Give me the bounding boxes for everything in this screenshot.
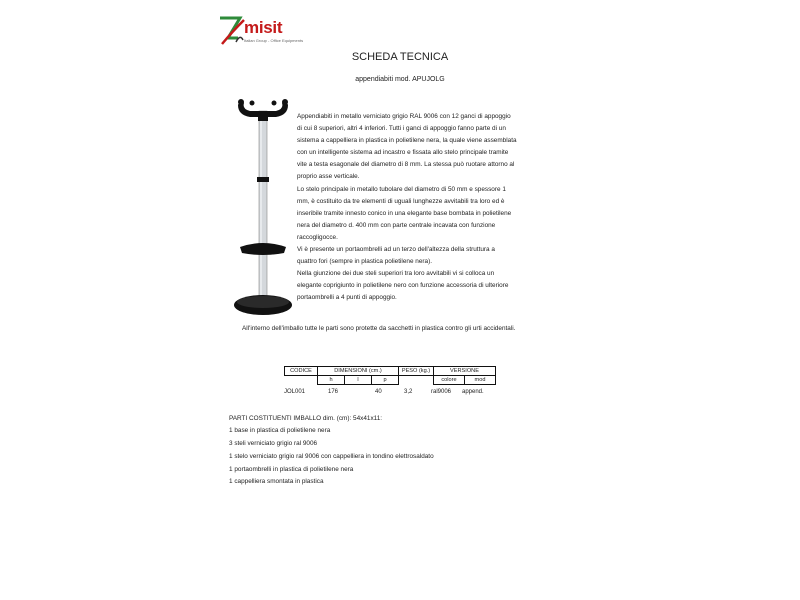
subheader-h: h: [318, 376, 345, 385]
cell-mod: append.: [462, 389, 484, 395]
description-line: inseribile tramite innesto conico in una elegante base bombata in polietilene: [297, 209, 512, 217]
part-item: 1 portaombrelli in plastica di polietilene nera: [229, 466, 354, 473]
part-item: 1 stelo verniciato grigio ral 9006 con cappelliera in tondino elettrosaldato: [229, 453, 434, 460]
description-line: quattro fori (sempre in plastica polietilene nera).: [297, 258, 432, 266]
header-codice: CODICE: [285, 367, 318, 376]
description-line: proprio asse verticale.: [297, 173, 360, 181]
subheader-mod: mod: [465, 376, 496, 385]
logo-tagline: Italian Group - Office Equipments: [244, 38, 304, 43]
description-line: portaombrelli a 4 punti di appoggio.: [297, 294, 397, 302]
header-versione: VERSIONE: [434, 367, 496, 376]
header-dimensioni: DIMENSIONI (cm.): [318, 367, 399, 376]
document-subtitle: appendiabiti mod. APUJOLG: [355, 76, 445, 83]
cell-codice: JOL001: [284, 389, 306, 395]
description-line: Appendiabiti in metallo verniciato grigio RAL 9006 con 12 ganci di appoggio: [297, 113, 511, 120]
description-line: nera del diametro d. 400 mm con parte centrale incavata con funzione: [297, 221, 496, 229]
cell-peso: 3,2: [404, 389, 413, 395]
part-item: 1 base in plastica di polietilene nera: [229, 427, 331, 434]
logo-brand-text: misit: [244, 18, 283, 37]
part-item: 1 cappelliera smontata in plastica: [229, 478, 324, 485]
product-description: [297, 111, 559, 305]
description-line: Vi è presente un portaombrelli ad un terzo dell'altezza della struttura a: [297, 246, 495, 254]
description-line: Nella giunzione dei due steli superiori tra loro avvitabili vi si colloca un: [297, 270, 495, 278]
description-line: di cui 8 superiori, altri 4 inferiori. Tutti i ganci di appoggio fanno parte di un: [297, 125, 506, 133]
description-line: con un intelligente sistema ad incastro e fissata allo stelo principale tramite: [297, 149, 509, 157]
subheader-p: p: [372, 376, 399, 385]
parts-title: PARTI COSTITUENTI IMBALLO dim. (cm): 54x41x11:: [229, 415, 383, 422]
coat-stand-illustration: [228, 97, 298, 319]
description-line: mm, è costituito da tre elementi di uguali lunghezze avvitabili tra loro ed è: [297, 197, 505, 205]
document-title: SCHEDA TECNICA: [351, 51, 449, 63]
description-line: sistema a cappelliera in plastica in polietilene nera, la quale viene assemblata: [297, 137, 517, 145]
subheader-l: l: [345, 376, 372, 385]
cell-colore: ral9006: [431, 389, 452, 395]
cell-p: 40: [375, 389, 382, 395]
description-line: vite a testa esagonale del diametro di 8 mm. La stessa può ruotare attorno al: [297, 161, 515, 169]
packing-note: All'interno dell'imballo tutte le parti sono protette da sacchetti in plastica contro gli urti accidentali.: [242, 325, 516, 332]
header-peso: PESO (kg.): [399, 367, 434, 376]
specs-table: [284, 366, 496, 385]
description-line: raccogligocce.: [297, 233, 338, 241]
description-line: Lo stelo principale in metallo tubolare del diametro di 50 mm e spessore 1: [297, 185, 506, 193]
part-item: 3 steli verniciato grigio ral 9006: [229, 440, 318, 447]
description-line: elegante coprigiunto in polietilene nero con funzione accessoria di ulteriore: [297, 282, 509, 290]
subheader-colore: colore: [434, 376, 465, 385]
cell-h: 176: [328, 389, 339, 395]
